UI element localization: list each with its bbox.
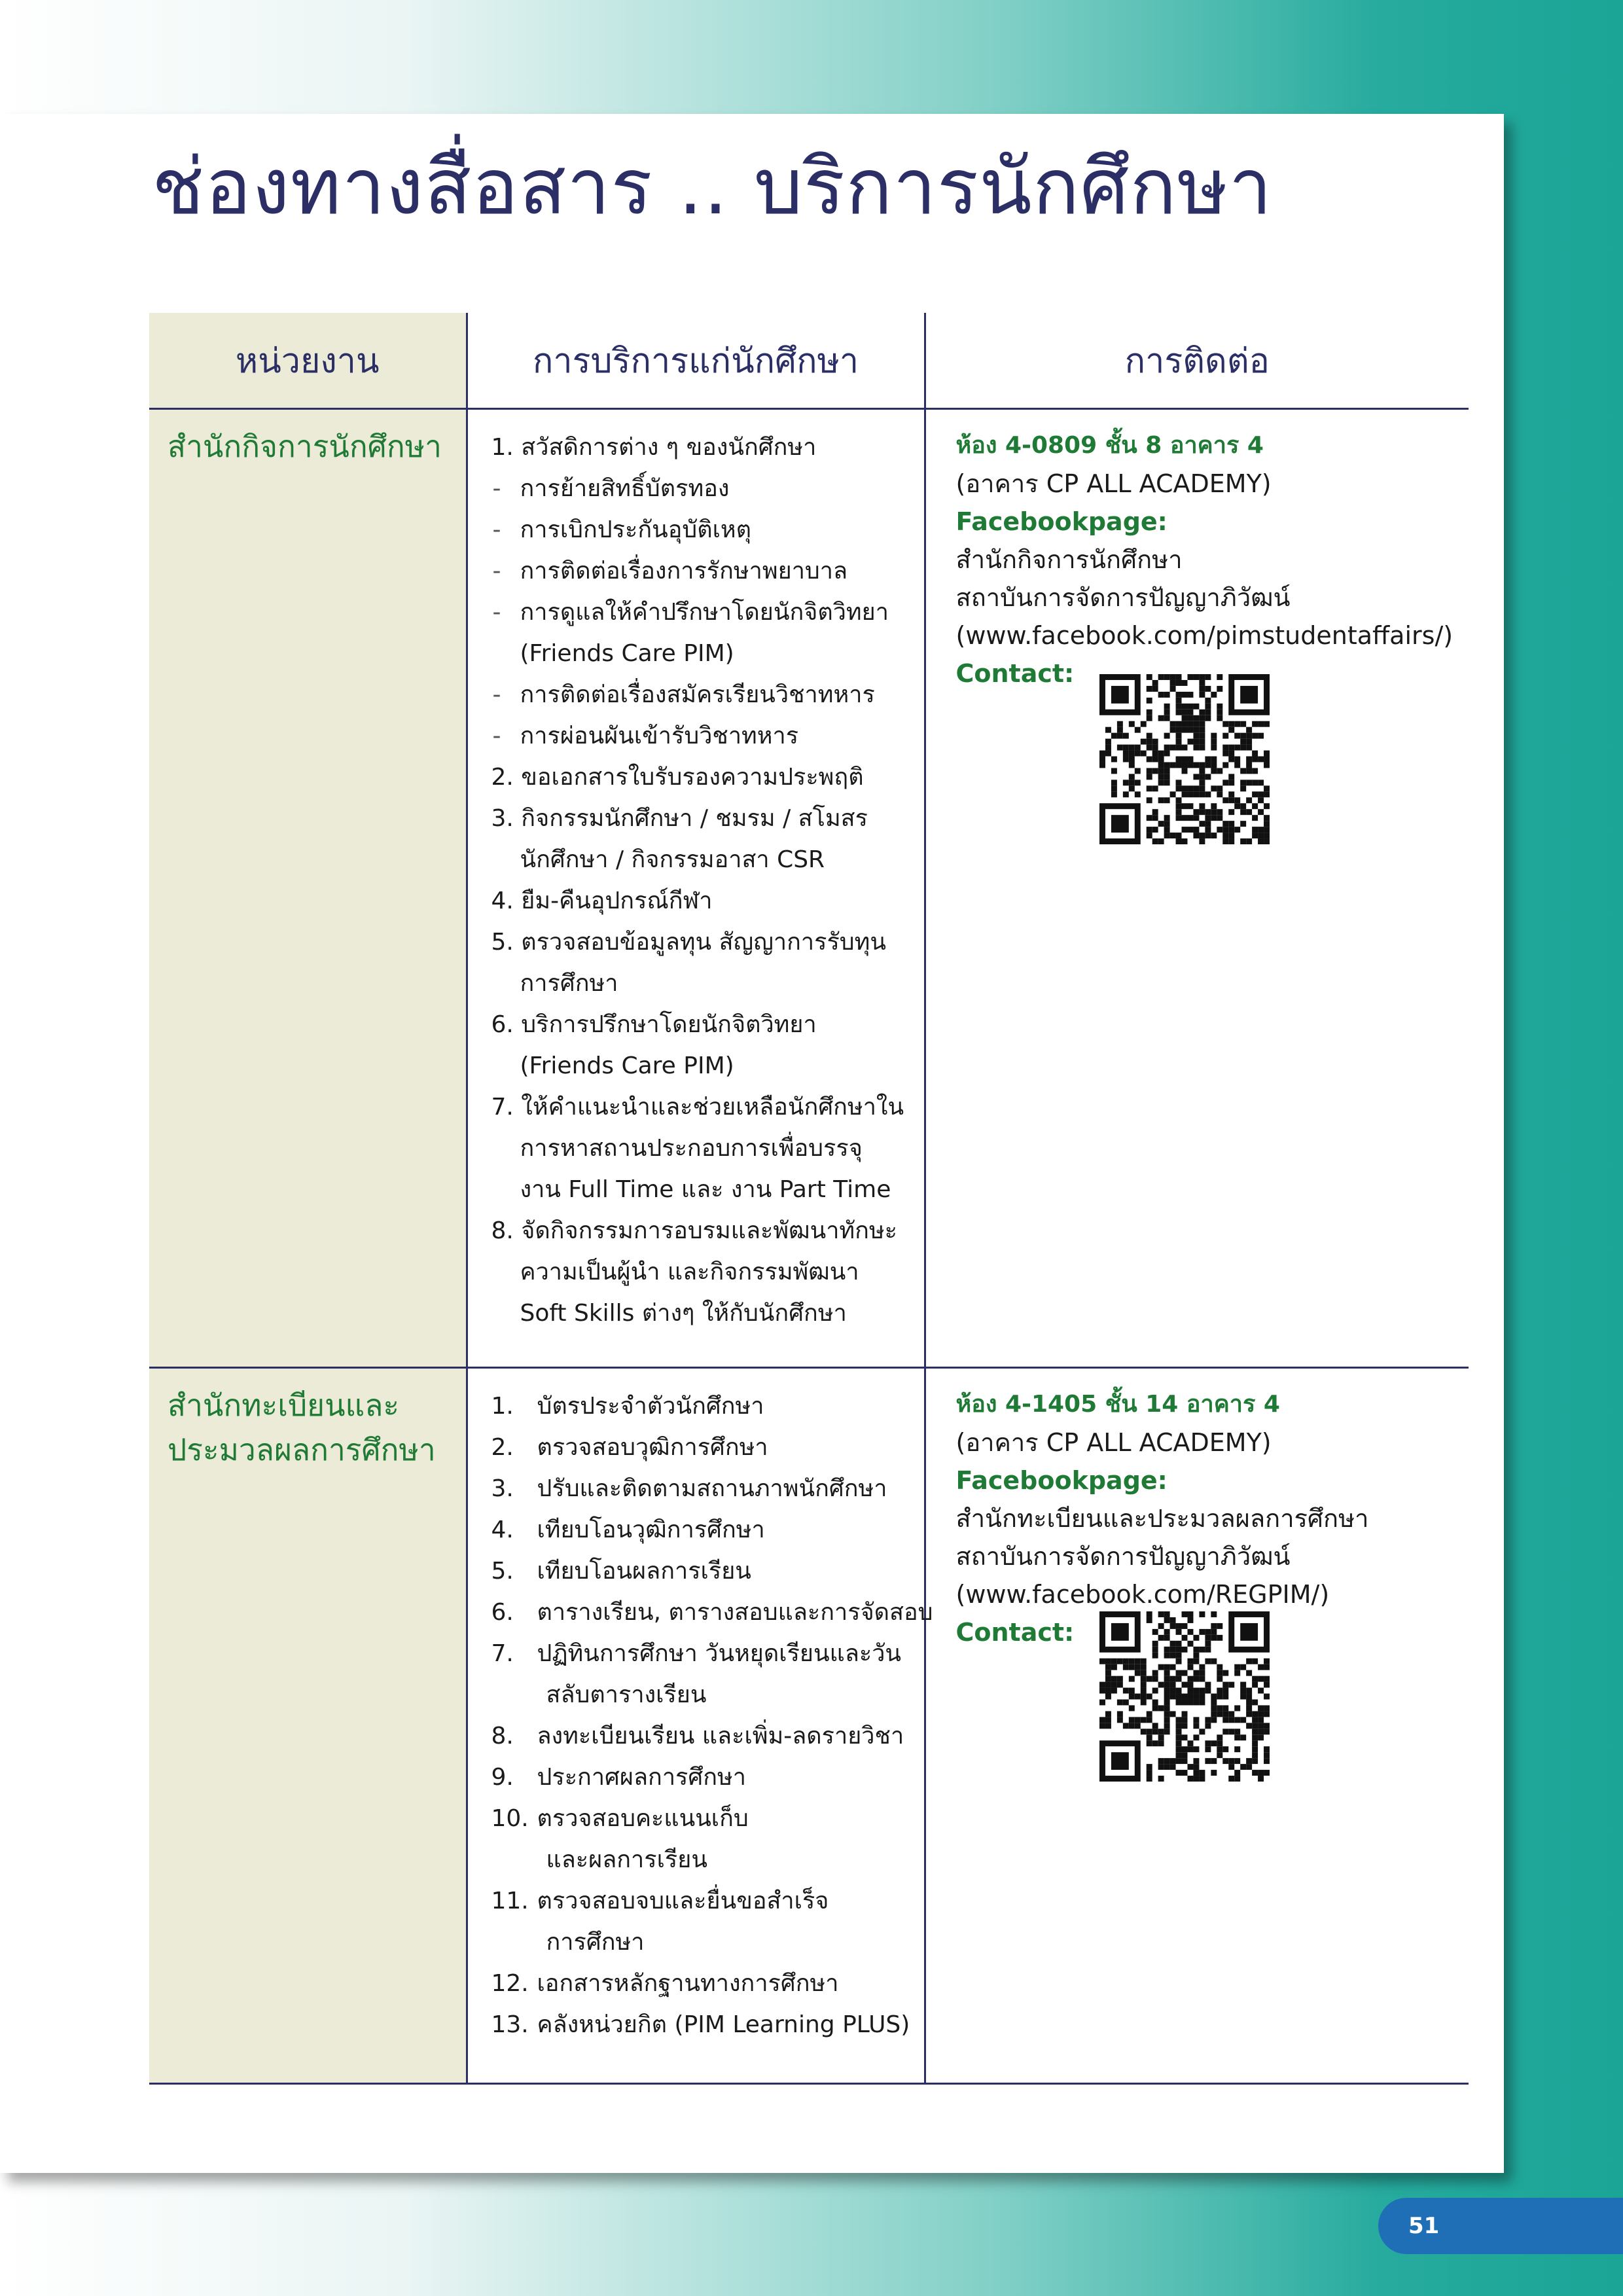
service-item-text: บัตรประจำตัวนักศึกษา	[537, 1393, 764, 1420]
service-item: - การย้ายสิทธิ์บัตรทอง	[491, 468, 911, 509]
service-item-text: การศึกษา	[546, 1929, 645, 1956]
facebook-line: สำนักทะเบียนและประมวลผลการศึกษา	[955, 1504, 1369, 1533]
service-item-text: ตรวจสอบคะแนนเก็บ	[537, 1805, 749, 1832]
service-item-number: 11.	[491, 1888, 529, 1914]
service-item: 2. ขอเอกสารใบรับรองความประพฤติ	[491, 764, 864, 791]
service-item: การศึกษา	[520, 970, 618, 997]
service-item	[491, 1509, 911, 1551]
service-item: (Friends Care PIM)	[520, 640, 734, 667]
contact-cell	[925, 409, 1469, 1368]
service-item: Soft Skills ต่างๆ ให้กับนักศึกษา	[520, 1300, 847, 1327]
contact-building: (อาคาร CP ALL ACADEMY)	[955, 469, 1272, 498]
header-unit: หน่วยงาน	[149, 313, 467, 409]
facebook-label: Facebookpage:	[955, 1466, 1168, 1495]
table-row	[149, 409, 1469, 1368]
service-item	[491, 1674, 911, 1715]
service-item: ความเป็นผู้นำ และกิจกรรมพัฒนา	[520, 1259, 859, 1285]
service-item	[491, 1427, 911, 1468]
page-number-badge	[1378, 2198, 1623, 2254]
unit-cell	[149, 1368, 467, 2084]
service-item: งาน Full Time และ งาน Part Time	[520, 1176, 891, 1203]
service-item: 3. กิจกรรมนักศึกษา / ชมรม / สโมสร	[491, 805, 868, 832]
page-title: ช่องทางสื่อสาร .. บริการนักศึกษา	[152, 141, 1273, 232]
service-item: 6. บริการปรึกษาโดยนักจิตวิทยา	[491, 1011, 817, 1038]
facebook-line: สถาบันการจัดการปัญญาภิวัฒน์	[955, 1542, 1291, 1571]
service-item-number: 10.	[491, 1805, 529, 1832]
contact-label: Contact:	[955, 1618, 1075, 1647]
service-item	[491, 1386, 911, 1427]
service-item: นักศึกษา / กิจกรรมอาสา CSR	[520, 846, 825, 873]
service-item	[491, 1633, 911, 1674]
services-cell	[467, 409, 925, 1368]
page-number: 51	[1408, 2213, 1440, 2239]
service-item-text: สลับตารางเรียน	[546, 1681, 707, 1708]
service-item: - การติดต่อเรื่องสมัครเรียนวิชาทหาร	[491, 674, 911, 715]
service-item: (Friends Care PIM)	[520, 1052, 734, 1079]
unit-name-line: ประมวลผลการศึกษา	[168, 1432, 436, 1467]
services-table	[149, 313, 1469, 2085]
service-item: 7. ให้คำแนะนำและช่วยเหลือนักศึกษาใน	[491, 1094, 904, 1121]
service-item-number: 7.	[491, 1640, 514, 1667]
contact-room: ห้อง 4-1405 ชั้น 14 อาคาร 4	[955, 1391, 1280, 1418]
service-item-text: ประกาศผลการศึกษา	[537, 1764, 746, 1791]
service-item-text: เทียบโอนผลการเรียน	[537, 1558, 751, 1585]
service-item	[491, 1715, 911, 1757]
service-item-text: คลังหน่วยกิต (PIM Learning PLUS)	[537, 2011, 910, 2038]
service-item	[491, 1757, 911, 1798]
service-item-text: ตารางเรียน, ตารางสอบและการจัดสอบ	[537, 1599, 933, 1626]
header-services: การบริการแก่นักศึกษา	[467, 313, 925, 409]
service-item-text: ปฏิทินการศึกษา วันหยุดเรียนและวัน	[537, 1640, 902, 1667]
facebook-url[interactable]: (www.facebook.com/pimstudentaffairs/)	[955, 621, 1454, 650]
service-item	[491, 1592, 933, 1633]
service-item-number: 4.	[491, 1516, 514, 1543]
facebook-line: สถาบันการจัดการปัญญาภิวัฒน์	[955, 583, 1291, 612]
service-item: - การเบิกประกันอุบัติเหตุ	[491, 509, 911, 550]
table-header-row	[149, 313, 1469, 409]
facebook-line: สำนักกิจการนักศึกษา	[955, 545, 1183, 574]
service-item-number: 3.	[491, 1475, 514, 1502]
contact-building: (อาคาร CP ALL ACADEMY)	[955, 1428, 1272, 1457]
service-item: - การติดต่อเรื่องการรักษาพยาบาล	[491, 550, 911, 592]
service-item-text: และผลการเรียน	[546, 1846, 707, 1873]
service-item-number: 5.	[491, 1558, 514, 1585]
service-item	[491, 1551, 911, 1592]
unit-cell	[149, 409, 467, 1368]
service-item: 1. สวัสดิการต่าง ๆ ของนักศึกษา	[491, 434, 817, 461]
table-row	[149, 1368, 1469, 2084]
service-item	[491, 1839, 911, 1880]
service-item	[491, 1922, 911, 1963]
qr-code-icon[interactable]	[1099, 1611, 1270, 1782]
service-item: - การดูแลให้คำปรึกษาโดยนักจิตวิทยา	[491, 592, 911, 633]
service-item-number: 2.	[491, 1434, 514, 1461]
service-item	[491, 1468, 911, 1509]
service-item	[491, 1880, 911, 1922]
contact-label: Contact:	[955, 659, 1075, 688]
service-item-text: ตรวจสอบวุฒิการศึกษา	[537, 1434, 768, 1461]
service-item	[491, 1963, 911, 2004]
service-item-text: ปรับและติดตามสถานภาพนักศึกษา	[537, 1475, 887, 1502]
service-item: การหาสถานประกอบการเพื่อบรรจุ	[520, 1135, 863, 1162]
qr-code-icon[interactable]	[1099, 674, 1270, 844]
header-contact: การติดต่อ	[925, 313, 1469, 409]
service-item: 5. ตรวจสอบข้อมูลทุน สัญญาการรับทุน	[491, 929, 886, 956]
services-list	[491, 1386, 933, 2045]
service-item-text: ตรวจสอบจบและยื่นขอสำเร็จ	[537, 1888, 829, 1914]
service-item-text: ลงทะเบียนเรียน และเพิ่ม-ลดรายวิชา	[537, 1723, 904, 1749]
unit-name: สำนักกิจการนักศึกษา	[168, 429, 442, 464]
service-item: 8. จัดกิจกรรมการอบรมและพัฒนาทักษะ	[491, 1217, 898, 1244]
service-item-number: 12.	[491, 1970, 529, 1997]
service-item: 4. ยืม-คืนอุปกรณ์กีฬา	[491, 888, 713, 914]
service-item: - การผ่อนผันเข้ารับวิชาทหาร	[491, 715, 911, 757]
contact-room: ห้อง 4-0809 ชั้น 8 อาคาร 4	[955, 432, 1264, 459]
facebook-url[interactable]: (www.facebook.com/REGPIM/)	[955, 1580, 1330, 1609]
services-list	[491, 427, 911, 1334]
service-item-number: 13.	[491, 2011, 529, 2038]
service-item-number: 6.	[491, 1599, 514, 1626]
services-cell	[467, 1368, 933, 2084]
service-item-number: 8.	[491, 1723, 514, 1749]
service-item-text: เอกสารหลักฐานทางการศึกษา	[537, 1970, 839, 1997]
service-item-number: 9.	[491, 1764, 514, 1791]
unit-name-line: สำนักทะเบียนและ	[168, 1388, 400, 1423]
facebook-label: Facebookpage:	[955, 507, 1168, 536]
service-item-number: 1.	[491, 1393, 514, 1420]
service-item	[491, 1798, 911, 1839]
service-item-text: เทียบโอนวุฒิการศึกษา	[537, 1516, 765, 1543]
service-item	[491, 2004, 911, 2045]
